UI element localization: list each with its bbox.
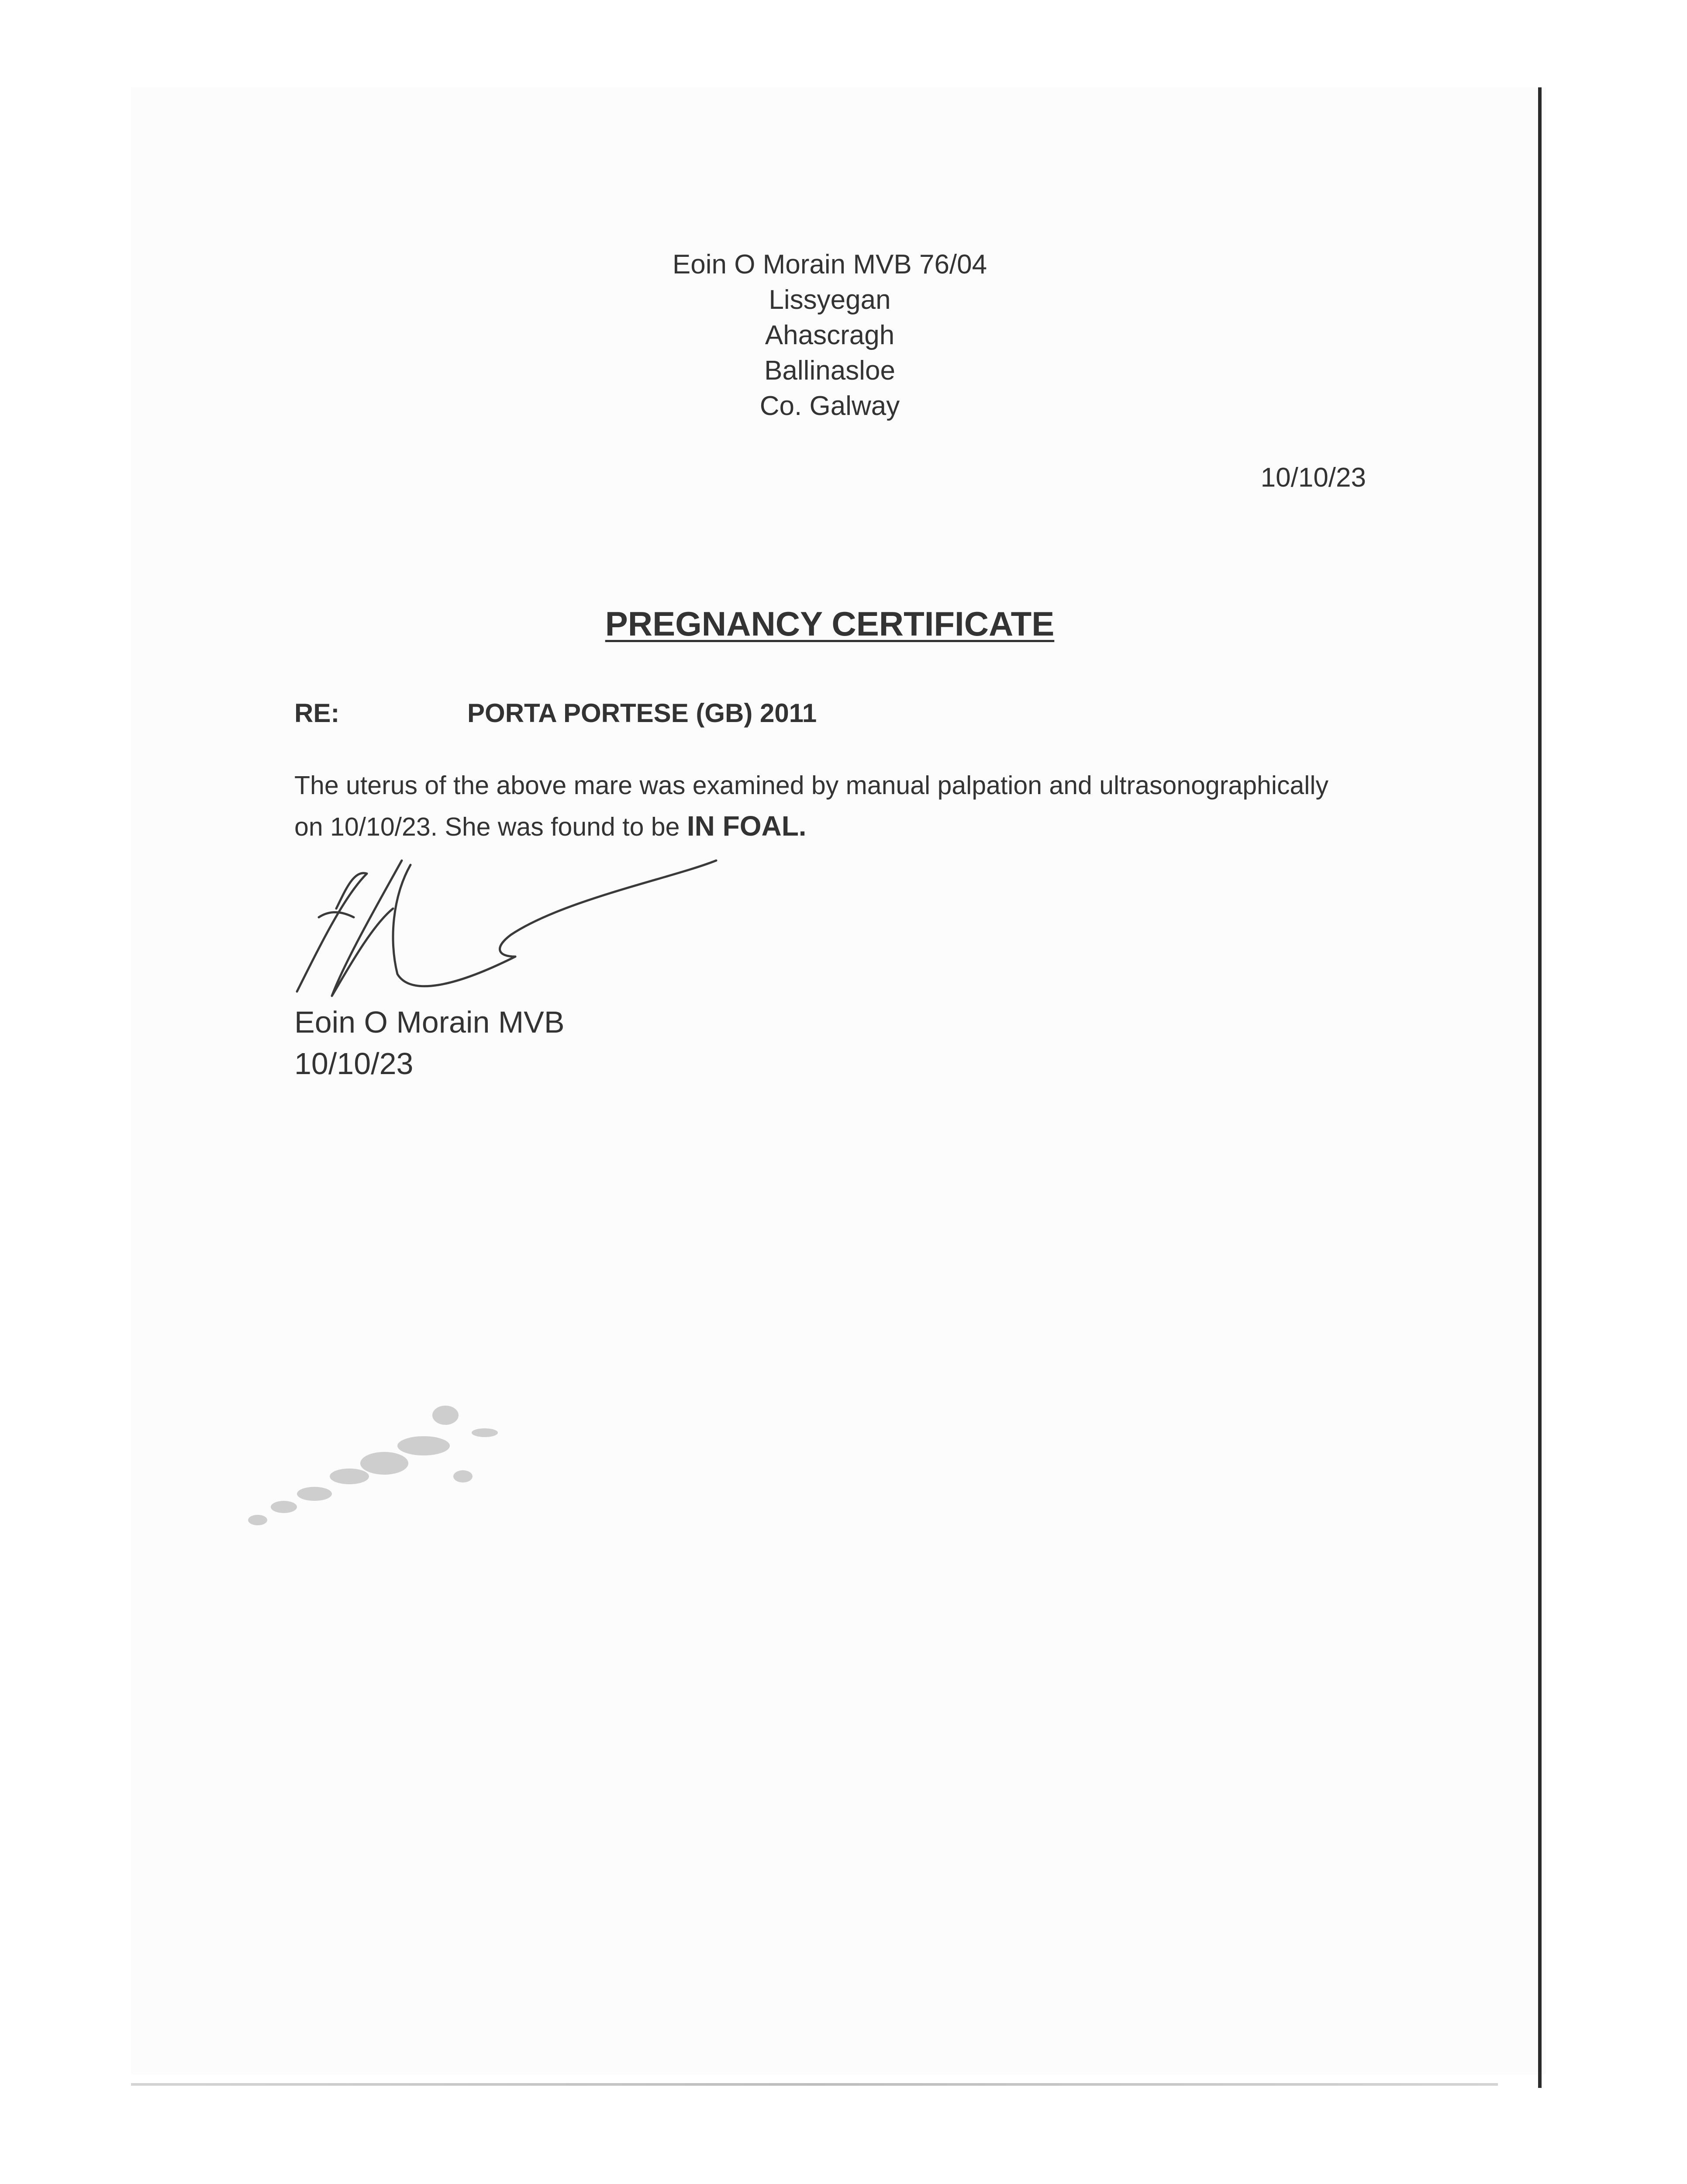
scan-edge-bottom — [131, 2083, 1498, 2086]
re-value: PORTA PORTESE (GB) 2011 — [467, 698, 817, 728]
address-line: Ahascragh — [765, 320, 895, 350]
sender-address — [611, 247, 1048, 424]
scan-smudge — [218, 1376, 550, 1542]
address-line: Co. Galway — [759, 391, 900, 421]
address-line: Ballinasloe — [764, 356, 895, 386]
signatory-name: Eoin O Morain MVB — [294, 1005, 565, 1039]
sender-name-line: Eoin O Morain MVB 76/04 — [672, 249, 987, 280]
pregnancy-result: IN FOAL. — [687, 810, 807, 842]
re-label: RE: — [294, 698, 340, 728]
handwritten-signature — [279, 830, 760, 1013]
body-line-1: The uterus of the above mare was examined by manual palpation and ultrasonographically — [294, 771, 1328, 800]
signature-date: 10/10/23 — [294, 1047, 414, 1081]
address-line: Lissyegan — [769, 285, 891, 315]
body-line-2-text: on 10/10/23. She was found to be — [294, 812, 687, 841]
certificate-title: PREGNANCY CERTIFICATE — [605, 605, 1055, 643]
scan-edge-right — [1538, 87, 1542, 2088]
letter-date: 10/10/23 — [1260, 463, 1366, 493]
